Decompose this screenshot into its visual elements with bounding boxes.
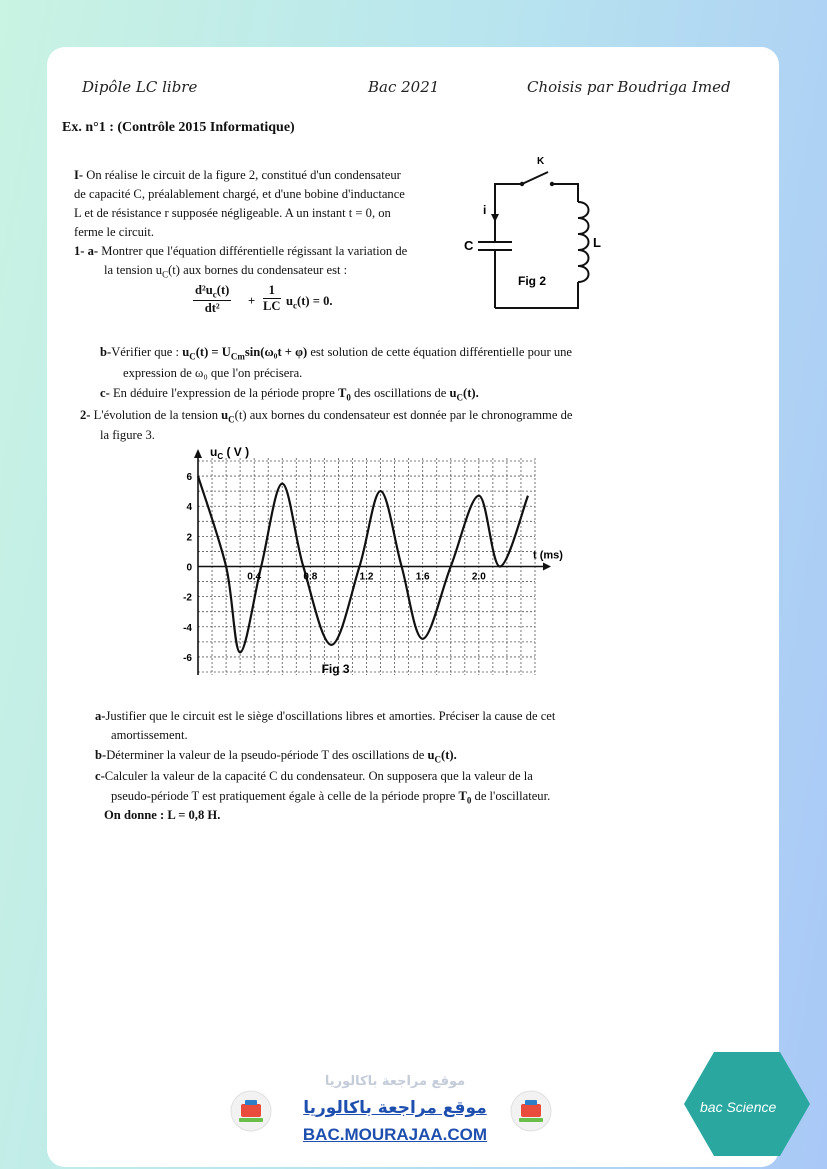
- y-tick-label: 2: [186, 532, 192, 544]
- q2-line-2: la figure 3.: [100, 428, 155, 442]
- y-tick-label: 4: [186, 502, 192, 514]
- current-label: i: [483, 203, 487, 217]
- exercise-title: Ex. n°1 : (Contrôle 2015 Informatique): [62, 120, 295, 135]
- x-axis-arrow-icon: [543, 563, 551, 571]
- y-axis-arrow-icon: [194, 449, 202, 458]
- bac-science-badge-icon: [682, 1048, 812, 1160]
- intro-line-2: de capacité C, préalablement chargé, et d'une bobine d'inductance: [74, 187, 405, 201]
- y-tick-label: 6: [186, 472, 192, 484]
- y-axis-title: $u_C$ ( V ): [210, 445, 250, 461]
- footer-faint-text: موقع مراجعة باكالوريا: [324, 1074, 466, 1089]
- x-tick-label: 1.6: [415, 571, 430, 583]
- footer-logo-right-icon: [508, 1088, 554, 1134]
- equation-fraction-1: $\frac{d^2u_c(t)}{\text{dt²}}$: [195, 283, 230, 315]
- current-arrow-icon: [491, 214, 499, 222]
- qa-line-1: a-Justifier que le circuit est le siège d'oscillations libres et amorties. Préciser la cause de cet: [95, 709, 556, 723]
- switch-contact-right: [550, 182, 554, 186]
- qc-line-1: c-Calculer la valeur de la capacité C du condensateur. On supposera que la valeur de la: [95, 769, 533, 783]
- equation-plus: +: [248, 294, 256, 308]
- qc-line-3: On donne : L = 0,8 H.: [104, 808, 221, 822]
- x-tick-label: 0.4: [247, 571, 262, 583]
- switch-contact-left: [520, 182, 524, 186]
- qb-line: b-Déterminer la valeur de la pseudo-période T des oscillations de $u_C(t)$.: [95, 748, 457, 765]
- intro-line-1: I- On réalise le circuit de la figure 2, constitué d'un condensateur: [74, 168, 401, 182]
- q1a-line-2: la tension $u_C(t)$ aux bornes du condensateur est :: [104, 263, 348, 280]
- header-topic: Dipôle LC libre: [82, 78, 198, 96]
- q1b-line-1: b-Vérifier que : $u_C(t) = U_{Cm}\sin(\omega_0t + \varphi)$ est solution de cette équation différentielle pour une: [100, 345, 573, 362]
- x-tick-label: 1.2: [359, 571, 374, 583]
- y-tick-label: -4: [183, 622, 192, 634]
- footer-logo-left-icon: [228, 1088, 274, 1134]
- y-tick-label: -6: [183, 652, 192, 664]
- chart-fig3: [160, 440, 580, 690]
- q1a-line-1: 1- a- Montrer que l'équation différentielle régissant la variation de: [74, 244, 408, 258]
- switch-right-wire: [552, 184, 578, 202]
- qc-line-2: pseudo-période T est pratiquement égale à celle de la période propre $T_0$ de l'oscillateur.: [111, 789, 551, 806]
- q1b-line-2: expression de ω₀ que l'on précisera.: [123, 366, 303, 380]
- left-wire-top: [495, 184, 522, 242]
- qa-line-2: amortissement.: [111, 728, 188, 742]
- intro-line-3: L et de résistance r supposée négligeable. A un instant t = 0, on: [74, 206, 391, 220]
- x-axis-title: t (ms): [533, 549, 563, 562]
- capacitor-label: C: [464, 238, 474, 253]
- footer-url-link[interactable]: BAC.MOURAJAA.COM: [302, 1125, 488, 1144]
- intro-line-4: ferme le circuit.: [74, 225, 155, 239]
- circuit-diagram: [460, 150, 610, 320]
- header-year: Bac 2021: [368, 78, 440, 96]
- equation-fraction-2: $\frac{1}{LC}$: [263, 283, 281, 313]
- y-tick-label: -2: [183, 592, 192, 604]
- q2-line-1: 2- L'évolution de la tension $u_C(t)$ aux bornes du condensateur est donnée par le chronogramme de: [80, 408, 573, 425]
- header-author: Choisis par Boudriga Imed: [527, 78, 731, 96]
- y-tick-label: 0: [186, 562, 192, 574]
- inductor-coil: [578, 202, 589, 282]
- inductor-label: L: [593, 235, 601, 250]
- q1c-line: c- En déduire l'expression de la période propre $T_0$ des oscillations de $u_C(t)$.: [100, 386, 479, 403]
- footer-arabic-link[interactable]: موقع مراجعة باكالوريا: [303, 1098, 487, 1118]
- equation-tail: $u_c(t) = 0$.: [286, 294, 333, 311]
- chart-title: Fig 3: [321, 662, 350, 676]
- badge-letter: b: [688, 1076, 696, 1091]
- x-tick-label: 0.8: [303, 571, 318, 583]
- x-tick-label: 2.0: [471, 571, 486, 583]
- switch-label: K: [537, 156, 545, 167]
- switch-blade: [522, 172, 548, 184]
- fig2-caption: Fig 2: [518, 274, 547, 288]
- badge-text: bac Science: [700, 1099, 777, 1115]
